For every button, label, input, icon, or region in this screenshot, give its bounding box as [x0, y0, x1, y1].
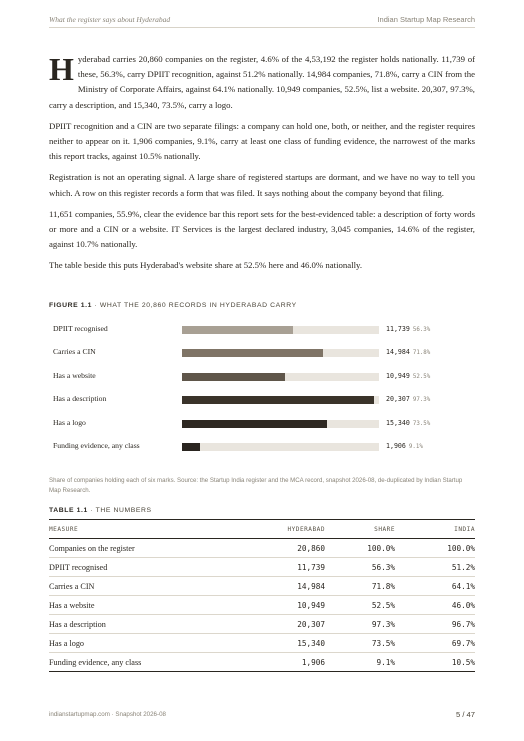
cell-measure: DPIIT recognised	[49, 558, 239, 577]
bar-track	[182, 326, 379, 334]
paragraph-2: DPIIT recognition and a CIN are two separate filings: a company can hold one, both, or neither, and the register requires neither to appear on it. 1,906 companies, 9.1%, carry at least one class of funding evidence, the narrowest of the marks this report tracks, against 10.5% nationally.	[49, 120, 475, 162]
table-title: · THE NUMBERS	[87, 507, 152, 514]
numbers-table	[49, 519, 475, 672]
cell-measure: Has a description	[49, 615, 239, 634]
bar	[182, 373, 285, 381]
table-row	[49, 539, 475, 558]
chart-row	[49, 393, 475, 407]
paragraph-1-text: yderabad carries 20,860 companies on the register, 4.6% of the 4,53,192 the register holds nationally. 11,739 of these, 56.3%, carry DPIIT recognition, against 51.2% nationally. 14,984 companies, 71.8%, carry a CIN from the Ministry of Corporate Affairs, against 64.1% nationally. 10,949 companies, 52.5%, list a website. 20,307, 97.3%, carry a description, and 15,340, 73.5%, carry a logo.	[49, 54, 475, 110]
bar-count-label: 11,739	[386, 325, 410, 333]
table-row	[49, 558, 475, 577]
bar-count-label: 1,906	[386, 442, 406, 450]
cell-share: 52.5%	[325, 596, 395, 615]
bar-share-label: 71.8%	[412, 350, 431, 357]
cell-hyderabad: 1,906	[239, 653, 325, 672]
table-row	[49, 615, 475, 634]
cell-india: 96.7%	[395, 615, 475, 634]
cell-share: 73.5%	[325, 634, 395, 653]
cell-hyderabad: 11,739	[239, 558, 325, 577]
bar-category-label: Has a website	[53, 370, 96, 380]
footer-source: indianstartupmap.com · Snapshot 2026-08	[49, 711, 166, 718]
table-number: TABLE 1.1	[49, 507, 88, 514]
bar-count-label: 10,949	[386, 371, 410, 380]
cell-hyderabad: 20,860	[239, 539, 325, 558]
bar	[182, 326, 293, 334]
figure-title: · WHAT THE 20,860 RECORDS IN HYDERABAD CARRY	[92, 302, 297, 309]
bar-count-label: 14,984	[386, 348, 410, 357]
running-head-section-title: What the register says about Hyderabad	[49, 15, 171, 24]
cell-share: 71.8%	[325, 577, 395, 596]
chart-row	[49, 370, 475, 384]
bar-value-label	[386, 348, 430, 356]
cell-india: 100.0%	[395, 539, 475, 558]
bar-share-label: 73.5%	[412, 420, 431, 427]
bar-category-label: Funding evidence, any class	[53, 441, 140, 450]
cell-measure: Has a website	[49, 596, 239, 615]
cell-share: 97.3%	[325, 615, 395, 634]
header-share: SHARE	[325, 520, 395, 539]
cell-india: 69.7%	[395, 634, 475, 653]
bar-value-label	[386, 419, 430, 427]
cell-measure: Has a logo	[49, 634, 239, 653]
cell-india: 10.5%	[395, 653, 475, 672]
bar-track	[182, 420, 379, 428]
figure-label	[49, 302, 297, 309]
bar-category-label: DPIIT recognised	[53, 324, 108, 333]
cell-share: 9.1%	[325, 653, 395, 672]
cell-india: 46.0%	[395, 596, 475, 615]
bar-share-label: 52.5%	[412, 373, 431, 380]
cell-measure: Companies on the register	[49, 539, 239, 558]
table-row	[49, 596, 475, 615]
bar-value-label	[386, 372, 430, 380]
running-head-rule	[49, 27, 475, 28]
bar-category-label: Carries a CIN	[53, 347, 96, 357]
figure-number: FIGURE 1.1	[49, 302, 93, 309]
bar-track	[182, 396, 379, 404]
cell-hyderabad: 10,949	[239, 596, 325, 615]
bar-share-label: 9.1%	[408, 444, 423, 450]
bar-share-label: 97.3%	[412, 397, 431, 404]
cell-share: 56.3%	[325, 558, 395, 577]
bar-value-label	[386, 325, 430, 333]
header-measure: MEASURE	[49, 520, 239, 539]
cell-hyderabad: 14,984	[239, 577, 325, 596]
cell-share: 100.0%	[325, 539, 395, 558]
header-hyderabad: HYDERABAD	[239, 520, 325, 539]
bar	[182, 349, 323, 357]
bar	[182, 420, 327, 428]
cell-india: 51.2%	[395, 558, 475, 577]
bar-category-label: Has a logo	[53, 417, 86, 427]
bar-track	[182, 373, 379, 381]
cell-india: 64.1%	[395, 577, 475, 596]
drop-cap: H	[49, 51, 74, 87]
paragraph-3: Registration is not an operating signal. A large share of registered startups are dormant, and we have no way to tell you which. A row on this register records a form that was filed. It says nothing about the company beyond that filing.	[49, 172, 475, 198]
paragraph-1	[49, 52, 475, 113]
bar-count-label: 20,307	[386, 395, 410, 404]
table-header-row	[49, 520, 475, 539]
cell-measure: Funding evidence, any class	[49, 653, 239, 672]
cell-hyderabad: 20,307	[239, 615, 325, 634]
table-row	[49, 577, 475, 596]
marks-bar-chart	[49, 323, 475, 468]
page-number: 5 / 47	[456, 710, 475, 719]
body-text	[49, 52, 475, 280]
table-row	[49, 653, 475, 672]
paragraph-5: The table beside this puts Hyderabad's website share at 52.5% here and 46.0% nationally.	[49, 260, 363, 271]
chart-row	[49, 346, 475, 360]
cell-hyderabad: 15,340	[239, 634, 325, 653]
running-head	[49, 15, 475, 24]
paragraph-4: 11,651 companies, 55.9%, clear the evidence bar this report sets for the best-evidenced table: a description of forty words or more and a CIN or a website. IT Services is the largest declared industry, 3,045 companies, 14.6% of the register, against 10.7% nationally.	[49, 208, 475, 250]
bar-category-label: Has a description	[53, 394, 107, 404]
running-head-publication: Indian Startup Map Research	[377, 15, 475, 24]
bar	[182, 443, 200, 451]
cell-measure: Carries a CIN	[49, 577, 239, 596]
chart-row	[49, 323, 475, 337]
table-label	[49, 507, 152, 514]
header-india: INDIA	[395, 520, 475, 539]
bar-value-label	[386, 442, 423, 450]
bar-track	[182, 349, 379, 357]
bar	[182, 396, 374, 404]
bar-count-label: 15,340	[386, 418, 410, 427]
table-row	[49, 634, 475, 653]
chart-row	[49, 440, 475, 454]
figure-caption: Share of companies holding each of six marks. Source: the Startup India register and the MCA record, snapshot 2026-08, de-duplicated by Indian Startup Map Research.	[49, 477, 463, 494]
bar-share-label: 56.3%	[412, 327, 431, 333]
bar-value-label	[386, 395, 430, 403]
bar-track	[182, 443, 379, 451]
chart-row	[49, 417, 475, 431]
